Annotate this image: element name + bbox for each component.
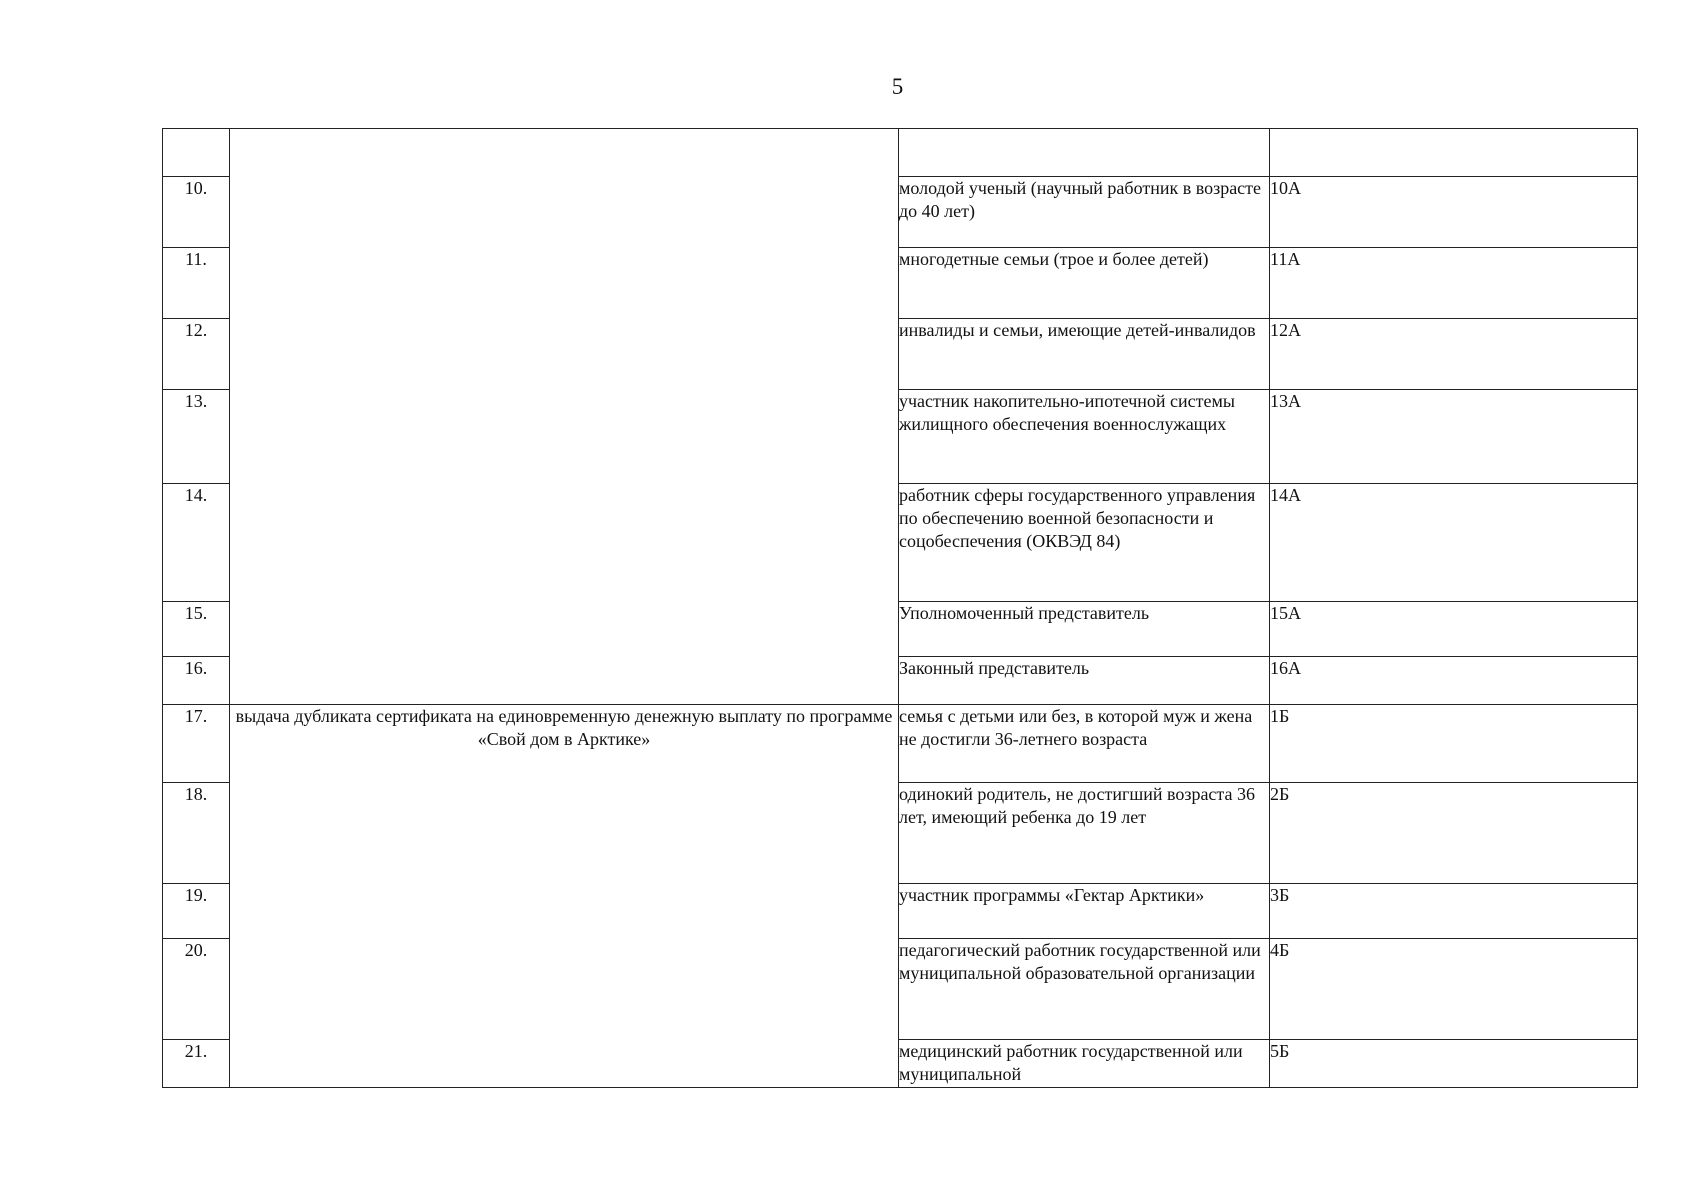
document-table (162, 128, 1638, 1088)
code-cell: 12А (1270, 319, 1638, 390)
code-cell: 13А (1270, 390, 1638, 484)
row-number: 20. (163, 939, 230, 1040)
service-cell: выдача дубликата сертификата на единовременную денежную выплату по программе «Свой дом в Арктике» (230, 705, 899, 1088)
category-cell: Законный представитель (899, 657, 1270, 705)
empty-cell (899, 129, 1270, 177)
category-cell: одинокий родитель, не достигший возраста 36 лет, имеющий ребенка до 19 лет (899, 783, 1270, 884)
category-cell: инвалиды и семьи, имеющие детей-инвалидов (899, 319, 1270, 390)
code-cell: 2Б (1270, 783, 1638, 884)
service-cell (230, 129, 899, 705)
code-cell: 16А (1270, 657, 1638, 705)
row-number: 19. (163, 884, 230, 939)
row-number: 12. (163, 319, 230, 390)
category-cell: Уполномоченный представитель (899, 602, 1270, 657)
code-cell: 4Б (1270, 939, 1638, 1040)
category-cell: работник сферы государственного управления по обеспечению военной безопасности и соцобеспечения (ОКВЭД 84) (899, 484, 1270, 602)
table-row (163, 129, 1638, 177)
row-number: 11. (163, 248, 230, 319)
code-cell: 1Б (1270, 705, 1638, 783)
row-number: 13. (163, 390, 230, 484)
row-number: 16. (163, 657, 230, 705)
category-cell: участник накопительно-ипотечной системы жилищного обеспечения военнослужащих (899, 390, 1270, 484)
empty-cell (163, 129, 230, 177)
table-row (163, 705, 1638, 783)
page-number: 5 (891, 74, 904, 99)
category-cell: педагогический работник государственной или муниципальной образовательной организации (899, 939, 1270, 1040)
code-cell: 14А (1270, 484, 1638, 602)
category-cell: многодетные семьи (трое и более детей) (899, 248, 1270, 319)
category-cell: молодой ученый (научный работник в возрасте до 40 лет) (899, 177, 1270, 248)
row-number: 21. (163, 1040, 230, 1088)
code-cell: 15А (1270, 602, 1638, 657)
code-cell: 11А (1270, 248, 1638, 319)
row-number: 10. (163, 177, 230, 248)
row-number: 18. (163, 783, 230, 884)
row-number: 17. (163, 705, 230, 783)
empty-cell (1270, 129, 1638, 177)
category-cell: медицинский работник государственной или муниципальной (899, 1040, 1270, 1088)
code-cell: 3Б (1270, 884, 1638, 939)
code-cell: 10А (1270, 177, 1638, 248)
category-cell: семья с детьми или без, в которой муж и жена не достигли 36-летнего возраста (899, 705, 1270, 783)
row-number: 15. (163, 602, 230, 657)
category-cell: участник программы «Гектар Арктики» (899, 884, 1270, 939)
code-cell: 5Б (1270, 1040, 1638, 1088)
row-number: 14. (163, 484, 230, 602)
